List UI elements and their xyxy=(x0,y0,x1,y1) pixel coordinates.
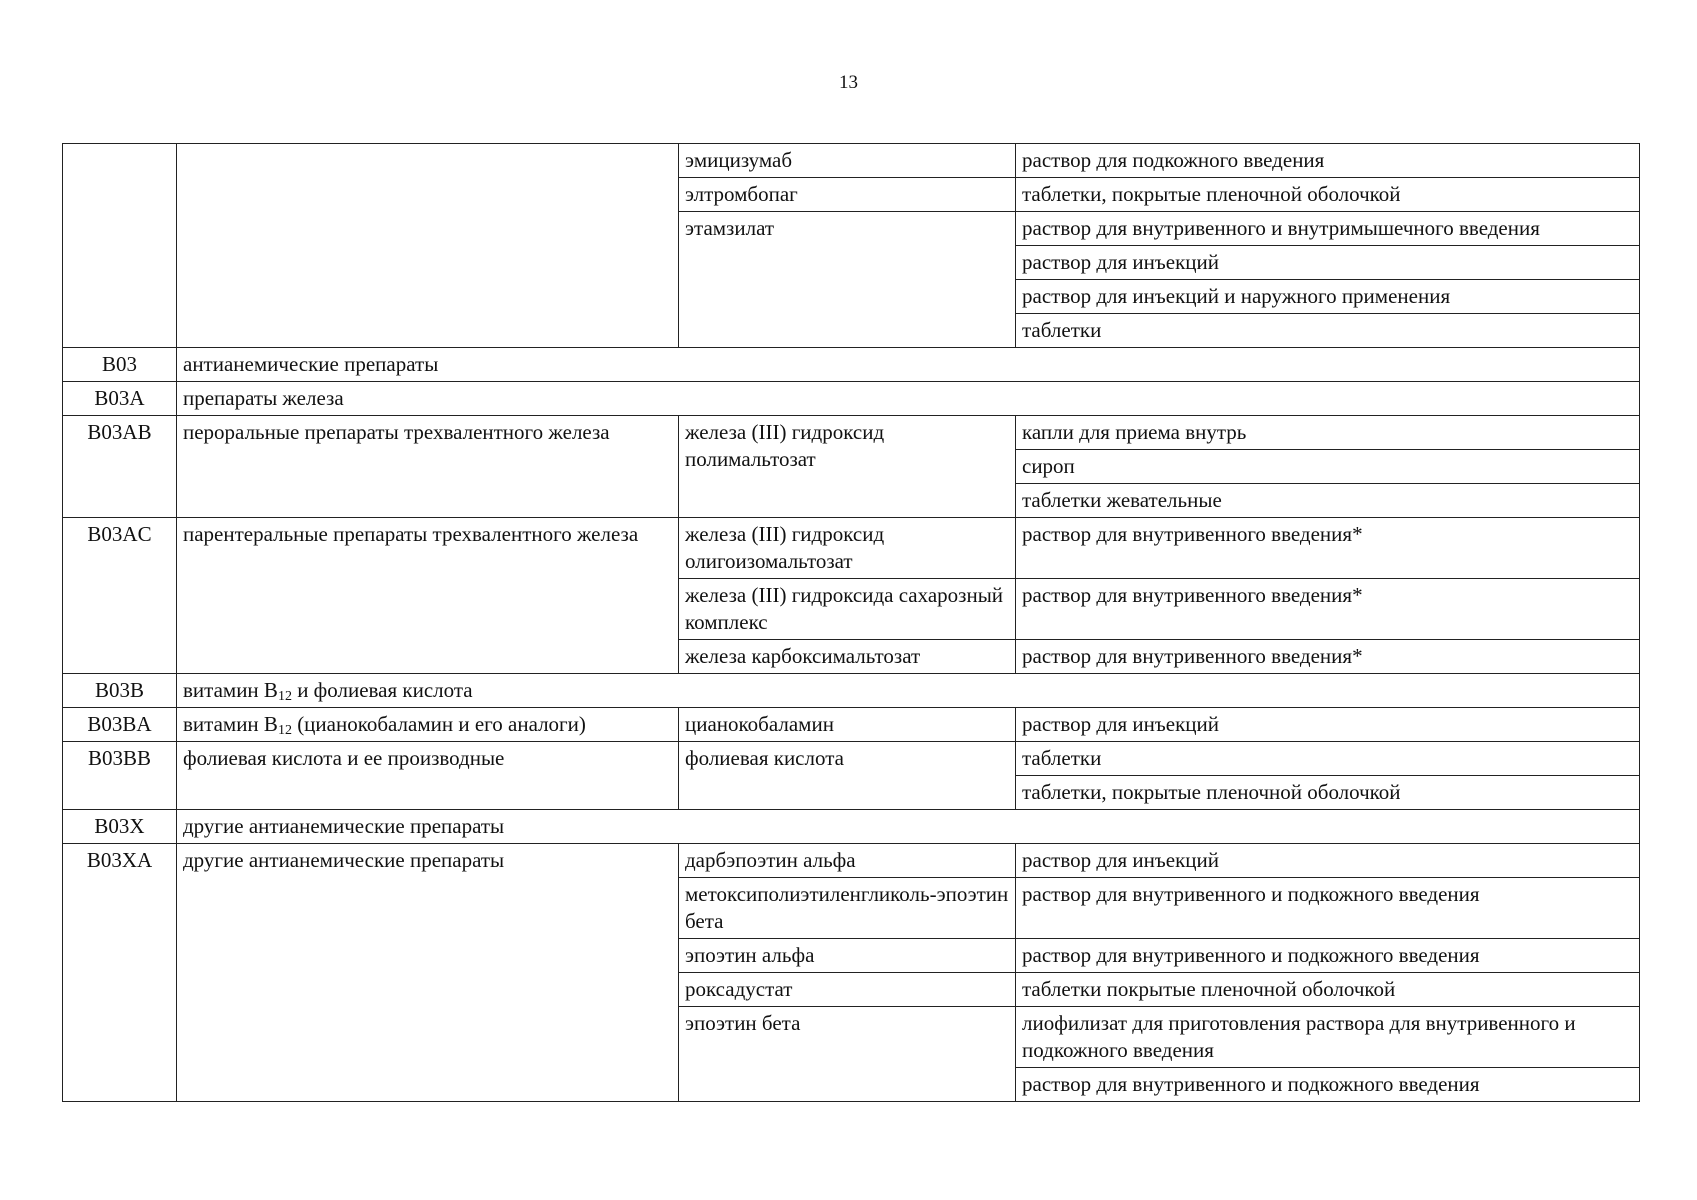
group-name-text: витамин В xyxy=(183,678,278,702)
atc-code-cell: B03XA xyxy=(63,844,177,1102)
group-name-text: витамин В xyxy=(183,712,278,736)
dosage-form-cell: таблетки жевательные xyxy=(1016,484,1640,518)
group-name-cell: другие антианемические препараты xyxy=(177,844,679,1102)
drug-name-cell: железа (III) гидроксид полимальтозат xyxy=(679,416,1016,518)
table-row xyxy=(63,844,1640,878)
group-name-cell xyxy=(177,674,1640,708)
atc-code-cell xyxy=(63,144,177,348)
atc-code-cell: B03AC xyxy=(63,518,177,674)
atc-code-cell: B03BA xyxy=(63,708,177,742)
group-name-cell xyxy=(177,144,679,348)
group-name-cell: антианемические препараты xyxy=(177,348,1640,382)
group-name-text: и фолиевая кислота xyxy=(291,678,473,702)
dosage-form-cell: раствор для инъекций xyxy=(1016,708,1640,742)
drug-table xyxy=(62,143,1640,1102)
dosage-form-cell: таблетки, покрытые пленочной оболочкой xyxy=(1016,776,1640,810)
drug-name-cell: фолиевая кислота xyxy=(679,742,1016,810)
drug-name-cell: дарбэпоэтин альфа xyxy=(679,844,1016,878)
dosage-form-cell: раствор для внутривенного и подкожного введения xyxy=(1016,1068,1640,1102)
drug-name-cell: железа (III) гидроксида сахарозный комплекс xyxy=(679,579,1016,640)
table-row xyxy=(63,708,1640,742)
drug-name-cell: железа (III) гидроксид олигоизомальтозат xyxy=(679,518,1016,579)
group-name-cell: препараты железа xyxy=(177,382,1640,416)
dosage-form-cell: таблетки, покрытые пленочной оболочкой xyxy=(1016,178,1640,212)
table-row xyxy=(63,674,1640,708)
group-name-cell xyxy=(177,708,679,742)
group-name-cell: фолиевая кислота и ее производные xyxy=(177,742,679,810)
dosage-form-cell: сироп xyxy=(1016,450,1640,484)
drug-name-cell: роксадустат xyxy=(679,973,1016,1007)
drug-name-cell: этамзилат xyxy=(679,212,1016,348)
dosage-form-cell: лиофилизат для приготовления раствора для внутривенного и подкожного введения xyxy=(1016,1007,1640,1068)
atc-code-cell: B03 xyxy=(63,348,177,382)
dosage-form-cell: таблетки xyxy=(1016,314,1640,348)
drug-name-cell: элтромбопаг xyxy=(679,178,1016,212)
dosage-form-cell: раствор для внутривенного и внутримышечного введения xyxy=(1016,212,1640,246)
dosage-form-cell: раствор для инъекций xyxy=(1016,844,1640,878)
drug-name-cell: эмицизумаб xyxy=(679,144,1016,178)
drug-name-cell: эпоэтин бета xyxy=(679,1007,1016,1102)
atc-code-cell: B03AB xyxy=(63,416,177,518)
table-row xyxy=(63,416,1640,450)
group-name-cell: парентеральные препараты трехвалентного железа xyxy=(177,518,679,674)
dosage-form-cell: раствор для внутривенного введения* xyxy=(1016,518,1640,579)
subscript-text: 12 xyxy=(277,689,292,704)
dosage-form-cell: раствор для внутривенного введения* xyxy=(1016,579,1640,640)
dosage-form-cell: капли для приема внутрь xyxy=(1016,416,1640,450)
subscript-text: 12 xyxy=(277,723,292,738)
table-row xyxy=(63,742,1640,776)
group-name-cell: пероральные препараты трехвалентного железа xyxy=(177,416,679,518)
table-row xyxy=(63,518,1640,579)
table-row xyxy=(63,810,1640,844)
dosage-form-cell: раствор для подкожного введения xyxy=(1016,144,1640,178)
table-row xyxy=(63,144,1640,178)
atc-code-cell: B03A xyxy=(63,382,177,416)
dosage-form-cell: раствор для внутривенного и подкожного введения xyxy=(1016,878,1640,939)
drug-name-cell: эпоэтин альфа xyxy=(679,939,1016,973)
page-number: 13 xyxy=(839,72,858,93)
atc-code-cell: B03B xyxy=(63,674,177,708)
atc-code-cell: B03X xyxy=(63,810,177,844)
drug-name-cell: метоксиполиэтиленгликоль-эпоэтин бета xyxy=(679,878,1016,939)
dosage-form-cell: раствор для инъекций и наружного применения xyxy=(1016,280,1640,314)
table-row xyxy=(63,382,1640,416)
dosage-form-cell: таблетки xyxy=(1016,742,1640,776)
group-name-cell: другие антианемические препараты xyxy=(177,810,1640,844)
atc-code-cell: B03BB xyxy=(63,742,177,810)
dosage-form-cell: раствор для инъекций xyxy=(1016,246,1640,280)
table-row xyxy=(63,348,1640,382)
dosage-form-cell: раствор для внутривенного введения* xyxy=(1016,640,1640,674)
dosage-form-cell: таблетки покрытые пленочной оболочкой xyxy=(1016,973,1640,1007)
drug-name-cell: железа карбоксимальтозат xyxy=(679,640,1016,674)
drug-name-cell: цианокобаламин xyxy=(679,708,1016,742)
group-name-text: (цианокобаламин и его аналоги) xyxy=(291,712,586,736)
dosage-form-cell: раствор для внутривенного и подкожного введения xyxy=(1016,939,1640,973)
